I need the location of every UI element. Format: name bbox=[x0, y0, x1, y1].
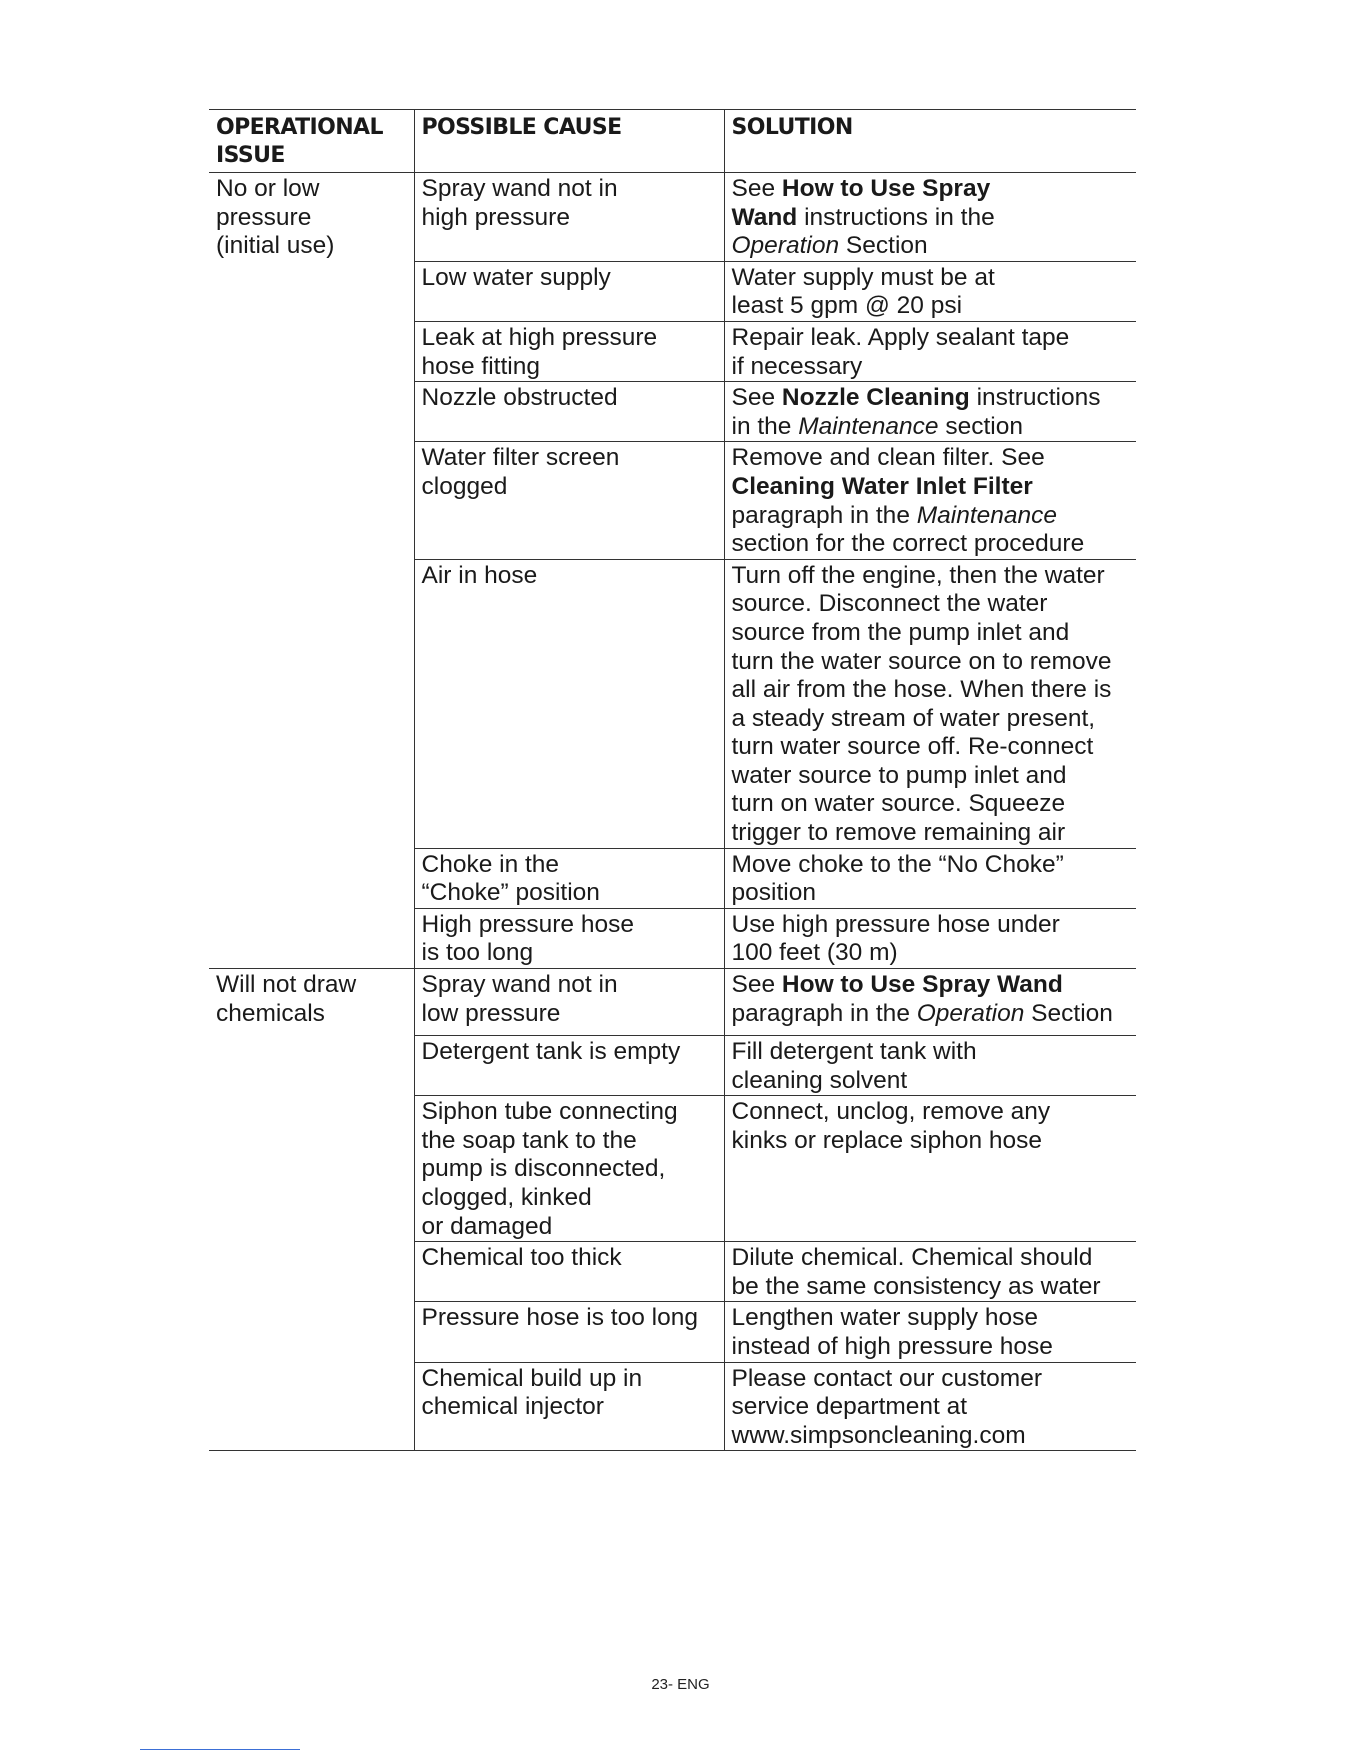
solution-segment: Please contact our customer service department at www.simpsoncleaning.com bbox=[731, 1364, 1042, 1449]
solution-text bbox=[732, 1244, 1131, 1301]
page-number: 23- ENG bbox=[651, 1676, 710, 1693]
header-solution: SOLUTION bbox=[724, 110, 1136, 173]
cause-cell bbox=[414, 908, 724, 968]
solution-cell bbox=[724, 382, 1136, 442]
solution-text bbox=[732, 911, 1131, 968]
table-body bbox=[209, 173, 1136, 1451]
solution-segment: Move choke to the “No Choke” position bbox=[731, 850, 1064, 907]
solution-cell bbox=[724, 559, 1136, 848]
header-operational-issue: OPERATIONAL ISSUE bbox=[209, 110, 414, 173]
solution-cell bbox=[724, 969, 1136, 1036]
solution-segment: Dilute chemical. Chemical should be the same consistency as water bbox=[731, 1244, 1101, 1300]
solution-cell bbox=[724, 1036, 1136, 1096]
solution-segment: paragraph in the bbox=[731, 501, 910, 529]
solution-text bbox=[732, 444, 1131, 558]
cause-cell bbox=[414, 173, 724, 262]
solution-segment: See bbox=[731, 384, 782, 412]
solution-text bbox=[732, 1304, 1131, 1361]
troubleshooting-table bbox=[209, 109, 1136, 1451]
solution-segment: Lengthen water supply hose instead of high pressure hose bbox=[731, 1304, 1053, 1360]
solution-bold-ref: Cleaning Water Inlet Filter bbox=[731, 472, 1033, 500]
solution-text bbox=[732, 1098, 1131, 1155]
solution-text bbox=[732, 384, 1131, 441]
solution-text bbox=[732, 562, 1131, 848]
solution-segment: See bbox=[731, 971, 782, 999]
solution-text bbox=[732, 175, 1131, 261]
solution-text bbox=[732, 324, 1131, 381]
cause-cell bbox=[414, 1302, 724, 1362]
solution-text bbox=[732, 1365, 1131, 1451]
solution-cell bbox=[724, 908, 1136, 968]
solution-segment: Repair leak. Apply sealant tape if necessary bbox=[731, 323, 1070, 380]
cause-text: Spray wand not in high pressure bbox=[421, 175, 618, 231]
scan-edge-line bbox=[140, 1749, 300, 1750]
cause-text: Air in hose bbox=[421, 561, 538, 589]
issue-text: No or low pressure (initial use) bbox=[216, 175, 335, 260]
issue-cell bbox=[209, 173, 414, 969]
cause-text: Chemical too thick bbox=[421, 1244, 622, 1272]
solution-bold-ref: How to Use Spray Wand bbox=[781, 971, 1063, 999]
cause-cell bbox=[414, 969, 724, 1036]
issue-text: Will not draw chemicals bbox=[216, 971, 357, 1027]
cause-cell bbox=[414, 559, 724, 848]
solution-segment: Connect, unclog, remove any kinks or replace siphon hose bbox=[731, 1098, 1051, 1154]
solution-segment: paragraph in the bbox=[731, 999, 910, 1027]
solution-bold-ref: Nozzle Cleaning bbox=[781, 384, 970, 412]
cause-text: Chemical build up in chemical injector bbox=[421, 1364, 643, 1421]
solution-text bbox=[732, 971, 1131, 1028]
cause-text: Siphon tube connecting the soap tank to the pump is disconnected, clogged, kinked or damaged bbox=[421, 1098, 678, 1240]
solution-segment: See bbox=[731, 175, 782, 202]
solution-segment: section bbox=[938, 412, 1023, 440]
solution-cell bbox=[724, 173, 1136, 262]
solution-segment: Section bbox=[839, 232, 928, 260]
cause-cell bbox=[414, 442, 724, 559]
solution-cell bbox=[724, 261, 1136, 321]
solution-cell bbox=[724, 1302, 1136, 1362]
issue-cell bbox=[209, 969, 414, 1451]
cause-cell bbox=[414, 321, 724, 381]
solution-bold-ref: How to Use Spray Wand bbox=[731, 175, 991, 231]
solution-segment: instructions in the bbox=[804, 203, 995, 231]
cause-cell bbox=[414, 261, 724, 321]
cause-text: Leak at high pressure hose fitting bbox=[421, 323, 658, 380]
solution-text bbox=[732, 1038, 1131, 1095]
cause-cell bbox=[414, 382, 724, 442]
solution-section-ref: Operation bbox=[916, 999, 1025, 1027]
solution-segment: instructions in the bbox=[731, 384, 1101, 440]
cause-text: Spray wand not in low pressure bbox=[421, 971, 618, 1027]
solution-cell bbox=[724, 1096, 1136, 1242]
solution-segment: section for the correct procedure bbox=[731, 530, 1085, 558]
solution-section-ref: Operation bbox=[731, 232, 840, 260]
solution-cell bbox=[724, 1362, 1136, 1451]
solution-segment: Use high pressure hose under 100 feet (30 m) bbox=[731, 910, 1060, 967]
cause-text: Detergent tank is empty bbox=[421, 1038, 681, 1066]
table-header bbox=[209, 110, 1136, 173]
cause-text: Nozzle obstructed bbox=[421, 384, 618, 412]
cause-cell bbox=[414, 1242, 724, 1302]
header-possible-cause: POSSIBLE CAUSE bbox=[414, 110, 724, 173]
solution-cell bbox=[724, 1242, 1136, 1302]
solution-segment: Remove and clean filter. See bbox=[731, 444, 1045, 472]
solution-cell bbox=[724, 321, 1136, 381]
solution-section-ref: Maintenance bbox=[798, 412, 939, 440]
solution-segment: Fill detergent tank with cleaning solvent bbox=[731, 1038, 977, 1094]
cause-cell bbox=[414, 1096, 724, 1242]
solution-cell bbox=[724, 442, 1136, 559]
cause-text: Pressure hose is too long bbox=[421, 1304, 698, 1332]
cause-cell bbox=[414, 1362, 724, 1451]
solution-segment: Turn off the engine, then the water source. Disconnect the water source from the pump inlet and turn the water source on to remove all air from the hose. When there is a steady stream of water present, turn water source off. Re-connect water source to pump inlet and turn on water source. Squeeze trigger to remove remaining air bbox=[731, 561, 1112, 847]
cause-cell bbox=[414, 848, 724, 908]
table-row bbox=[209, 969, 1136, 1036]
solution-section-ref: Maintenance bbox=[916, 501, 1058, 529]
solution-text bbox=[732, 264, 1131, 321]
cause-text: Water filter screen clogged bbox=[421, 444, 620, 500]
cause-cell bbox=[414, 1036, 724, 1096]
solution-cell bbox=[724, 848, 1136, 908]
cause-text: Choke in the “Choke” position bbox=[421, 850, 600, 907]
solution-text bbox=[732, 851, 1131, 908]
solution-segment: Water supply must be at least 5 gpm @ 20 psi bbox=[731, 263, 995, 320]
cause-text: Low water supply bbox=[421, 263, 611, 291]
solution-segment: Section bbox=[1024, 999, 1113, 1027]
table-row bbox=[209, 173, 1136, 262]
cause-text: High pressure hose is too long bbox=[421, 910, 634, 967]
header-row bbox=[209, 110, 1136, 173]
